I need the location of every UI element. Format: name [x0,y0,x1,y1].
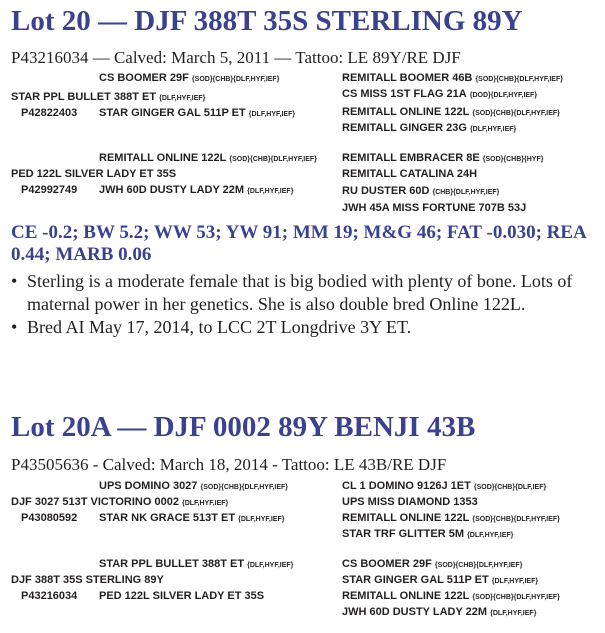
dam-side-ancestor-1: REMITALL EMBRACER 8E {SOD}{CHB}{HYF} [342,152,544,164]
sire-dam: STAR GINGER GAL 511P ET {DLF,HYF,IEF} [99,107,296,119]
lot-20-notes [11,270,601,339]
dam-side-ancestor-4: JWH 45A MISS FORTUNE 707B 53J [342,202,527,214]
note-item: • Bred AI May 17, 2014, to LCC 2T Longdrive 3Y ET. [11,316,601,339]
dam-side-ancestor-4: JWH 60D DUSTY LADY 22M {DLF,HYF,IEF} [342,606,537,618]
dam-registration: P42992749 [21,184,78,196]
sire-side-ancestor-2: CS MISS 1ST FLAG 21A {DOD}{DLF,HYF,IEF} [342,88,538,100]
dam: DJF 388T 35S STERLING 89Y [11,574,164,586]
sire-side-ancestor-1: CL 1 DOMINO 9126J 1ET {SOD}{CHB}{DLF,IEF} [342,480,547,492]
dam-side-ancestor-3: RU DUSTER 60D {CHB}{DLF,HYF,IEF} [342,185,500,197]
note-item: • Sterling is a moderate female that is big bodied with plenty of bone. Lots of maternal power in her genetics. She is also double bred Online 122L. [11,270,601,316]
sire-side-ancestor-3: REMITALL ONLINE 122L {SOD}{CHB}{DLF,HYF,IEF} [342,106,560,118]
sire-registration: P43080592 [21,512,78,524]
lot-20a-title: Lot 20A — DJF 0002 89Y BENJI 43B [11,411,476,443]
sire-registration: P42822403 [21,107,78,119]
dam-dam: JWH 60D DUSTY LADY 22M {DLF,HYF,IEF} [99,184,294,196]
sire-sire: CS BOOMER 29F {SOD}{CHB}{DLF,HYF,IEF} [99,72,280,84]
dam: PED 122L SILVER LADY ET 35S [11,168,177,180]
dam-side-ancestor-1: CS BOOMER 29F {SOD}{CHB}{DLF,HYF,IEF} [342,558,523,570]
lot-20a-registration-line: P43505636 - Calved: March 18, 2014 - Tattoo: LE 43B/RE DJF [11,455,447,474]
lot-20-title: Lot 20 — DJF 388T 35S STERLING 89Y [11,5,523,37]
sire: STAR PPL BULLET 388T ET {DLF,HYF,IEF} [11,91,206,103]
sire-side-ancestor-4: REMITALL GINGER 23G {DLF,HYF,IEF} [342,122,517,134]
sire-side-ancestor-1: REMITALL BOOMER 46B {SOD}{CHB}{DLF,HYF,IEF} [342,72,563,84]
lot-20-registration-line: P43216034 — Calved: March 5, 2011 — Tattoo: LE 89Y/RE DJF [11,48,461,67]
dam-registration: P43216034 [21,590,78,602]
dam-side-ancestor-3: REMITALL ONLINE 122L {SOD}{CHB}{DLF,HYF,IEF} [342,590,560,602]
lot-20-epd-line: CE -0.2; BW 5.2; WW 53; YW 91; MM 19; M&G 46; FAT -0.030; REA 0.44; MARB 0.06 [11,222,586,265]
sire-side-ancestor-4: STAR TRF GLITTER 5M {DLF,HYF,IEF} [342,528,514,540]
dam-sire: STAR PPL BULLET 388T ET {DLF,HYF,IEF} [99,558,294,570]
sire-dam: STAR NK GRACE 513T ET {DLF,HYF,IEF} [99,512,285,524]
sire-side-ancestor-2: UPS MISS DIAMOND 1353 [342,496,478,508]
dam-dam: PED 122L SILVER LADY ET 35S [99,590,265,602]
dam-sire: REMITALL ONLINE 122L {SOD}{CHB}{DLF,HYF,IEF} [99,152,317,164]
dam-side-ancestor-2: STAR GINGER GAL 511P ET {DLF,HYF,IEF} [342,574,539,586]
sire: DJF 3027 513T VICTORINO 0002 {DLF,HYF,IEF} [11,496,229,508]
sire-side-ancestor-3: REMITALL ONLINE 122L {SOD}{CHB}{DLF,HYF,IEF} [342,512,560,524]
dam-side-ancestor-2: REMITALL CATALINA 24H [342,168,478,180]
sire-sire: UPS DOMINO 3027 {SOD}{CHB}{DLF,HYF,IEF} [99,480,288,492]
